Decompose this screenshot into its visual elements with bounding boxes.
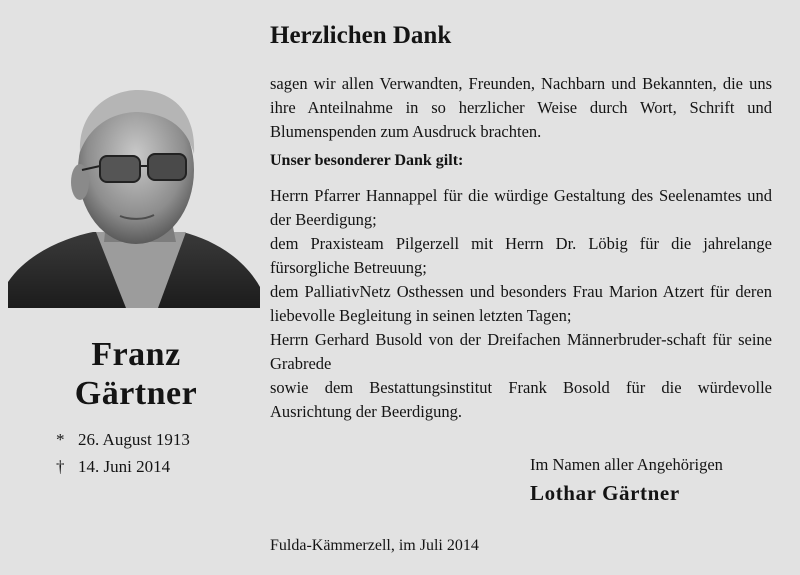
thanks-item: Herrn Pfarrer Hannappel für die würdige Gestaltung des Seelenamtes und der Beerdigung; [270, 186, 772, 229]
thanks-item: dem PalliativNetz Osthessen und besonders Frau Marion Atzert für deren liebevolle Begleitung in seinen letzten Tagen; [270, 282, 772, 325]
death-date: 14. Juni 2014 [78, 457, 171, 476]
special-thanks-heading: Unser besonderer Dank gilt: [270, 152, 464, 169]
closing-line: Im Namen aller Angehörigen [530, 455, 723, 474]
thanks-list [270, 184, 772, 424]
birth-date-line [56, 430, 190, 450]
birth-symbol: * [56, 430, 65, 449]
portrait-photo [8, 82, 260, 308]
death-date-line [56, 457, 170, 477]
place-and-date: Fulda-Kämmerzell, im Juli 2014 [270, 537, 479, 554]
deceased-first-name: Franz [91, 336, 181, 373]
intro-paragraph: sagen wir allen Verwandten, Freunden, Nachbarn und Bekannten, die uns ihre Anteilnahme in so herzlicher Weise durch Wort, Schrift und Blumenspenden zum Ausdruck brachten. [270, 74, 772, 141]
birth-date: 26. August 1913 [78, 430, 190, 449]
thanks-item: dem Praxisteam Pilgerzell mit Herrn Dr. Löbig für die jahrelange fürsorgliche Betreuung; [270, 234, 772, 277]
signer-name: Lothar Gärtner [530, 481, 680, 505]
notice-heading: Herzlichen Dank [270, 22, 452, 49]
thanks-item: Herrn Gerhard Busold von der Dreifachen Männerbruder-schaft für seine Grabrede [270, 330, 772, 373]
thanks-item: sowie dem Bestattungsinstitut Frank Bosold für die würdevolle Ausrichtung der Beerdigung. [270, 378, 772, 421]
deceased-last-name: Gärtner [74, 375, 198, 412]
death-symbol: † [56, 457, 65, 476]
